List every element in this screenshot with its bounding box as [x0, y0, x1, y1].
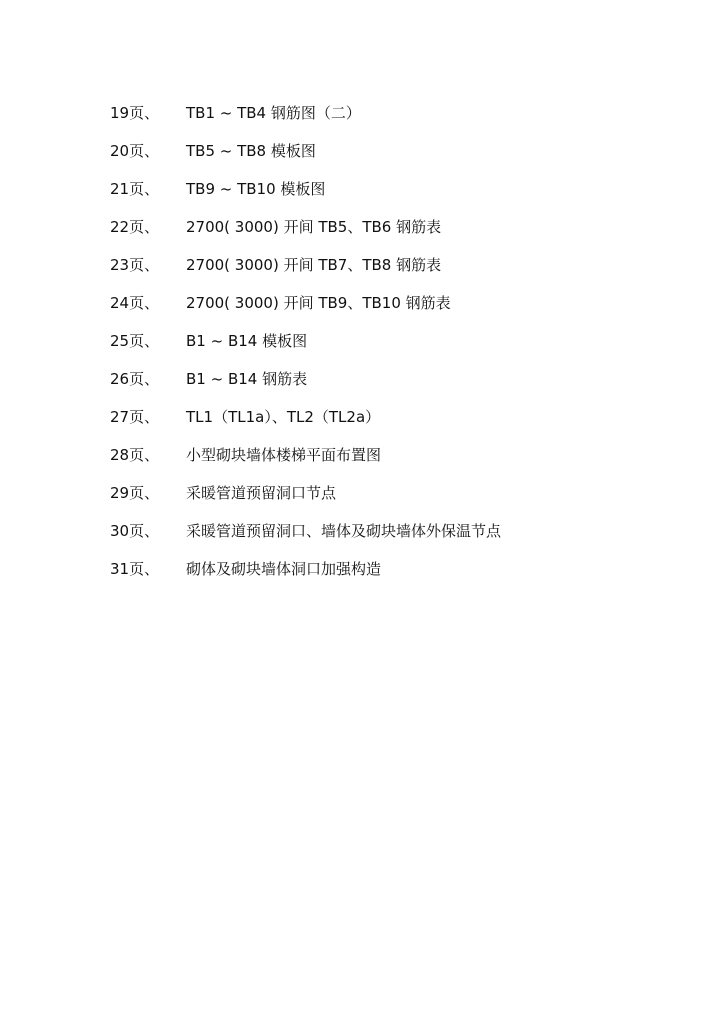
toc-entry-title: TB5 ~ TB8 模板图: [186, 142, 316, 160]
toc-entry: [110, 170, 670, 208]
toc-entry-title: 采暖管道预留洞口、墙体及砌块墙体外保温节点: [186, 522, 502, 540]
toc-page-number: 20页、: [110, 142, 160, 160]
toc-entry: [110, 512, 670, 550]
toc-page-number: 27页、: [110, 408, 160, 426]
toc-entry-title: 2700( 3000) 开间 TB9、TB10 钢筋表: [186, 294, 451, 312]
toc-page-number: 25页、: [110, 332, 160, 350]
toc-entry-title: TB9 ~ TB10 模板图: [186, 180, 326, 198]
toc-entry: [110, 398, 670, 436]
toc-entry-title: 小型砌块墙体楼梯平面布置图: [186, 446, 382, 464]
toc-entry-title: TB1 ~ TB4 钢筋图（二）: [186, 104, 361, 122]
toc-entry: [110, 94, 670, 132]
toc-entry: [110, 322, 670, 360]
toc-entry: [110, 474, 670, 512]
toc-entry: [110, 132, 670, 170]
toc-entry: [110, 246, 670, 284]
toc-page-number: 30页、: [110, 522, 160, 540]
toc-entry-title: 2700( 3000) 开间 TB5、TB6 钢筋表: [186, 218, 442, 236]
toc-entry: [110, 208, 670, 246]
toc-page-number: 21页、: [110, 180, 160, 198]
toc-entry: [110, 360, 670, 398]
toc-page-number: 23页、: [110, 256, 160, 274]
toc-entry: [110, 284, 670, 322]
toc-entry-title: 砌体及砌块墙体洞口加强构造: [186, 560, 382, 578]
toc-page-number: 29页、: [110, 484, 160, 502]
toc-page-number: 28页、: [110, 446, 160, 464]
toc-entry: [110, 436, 670, 474]
toc-page-number: 19页、: [110, 104, 160, 122]
toc-page-number: 26页、: [110, 370, 160, 388]
toc-entry-title: 2700( 3000) 开间 TB7、TB8 钢筋表: [186, 256, 442, 274]
toc-page-number: 31页、: [110, 560, 160, 578]
toc-entry-title: B1 ~ B14 钢筋表: [186, 370, 308, 388]
toc-entry-title: B1 ~ B14 模板图: [186, 332, 308, 350]
toc-entry-title: 采暖管道预留洞口节点: [186, 484, 337, 502]
toc-page-number: 22页、: [110, 218, 160, 236]
toc-entry-title: TL1（TL1a）、TL2（TL2a）: [186, 408, 381, 426]
table-of-contents: [110, 94, 670, 588]
toc-entry: [110, 550, 670, 588]
toc-page-number: 24页、: [110, 294, 160, 312]
